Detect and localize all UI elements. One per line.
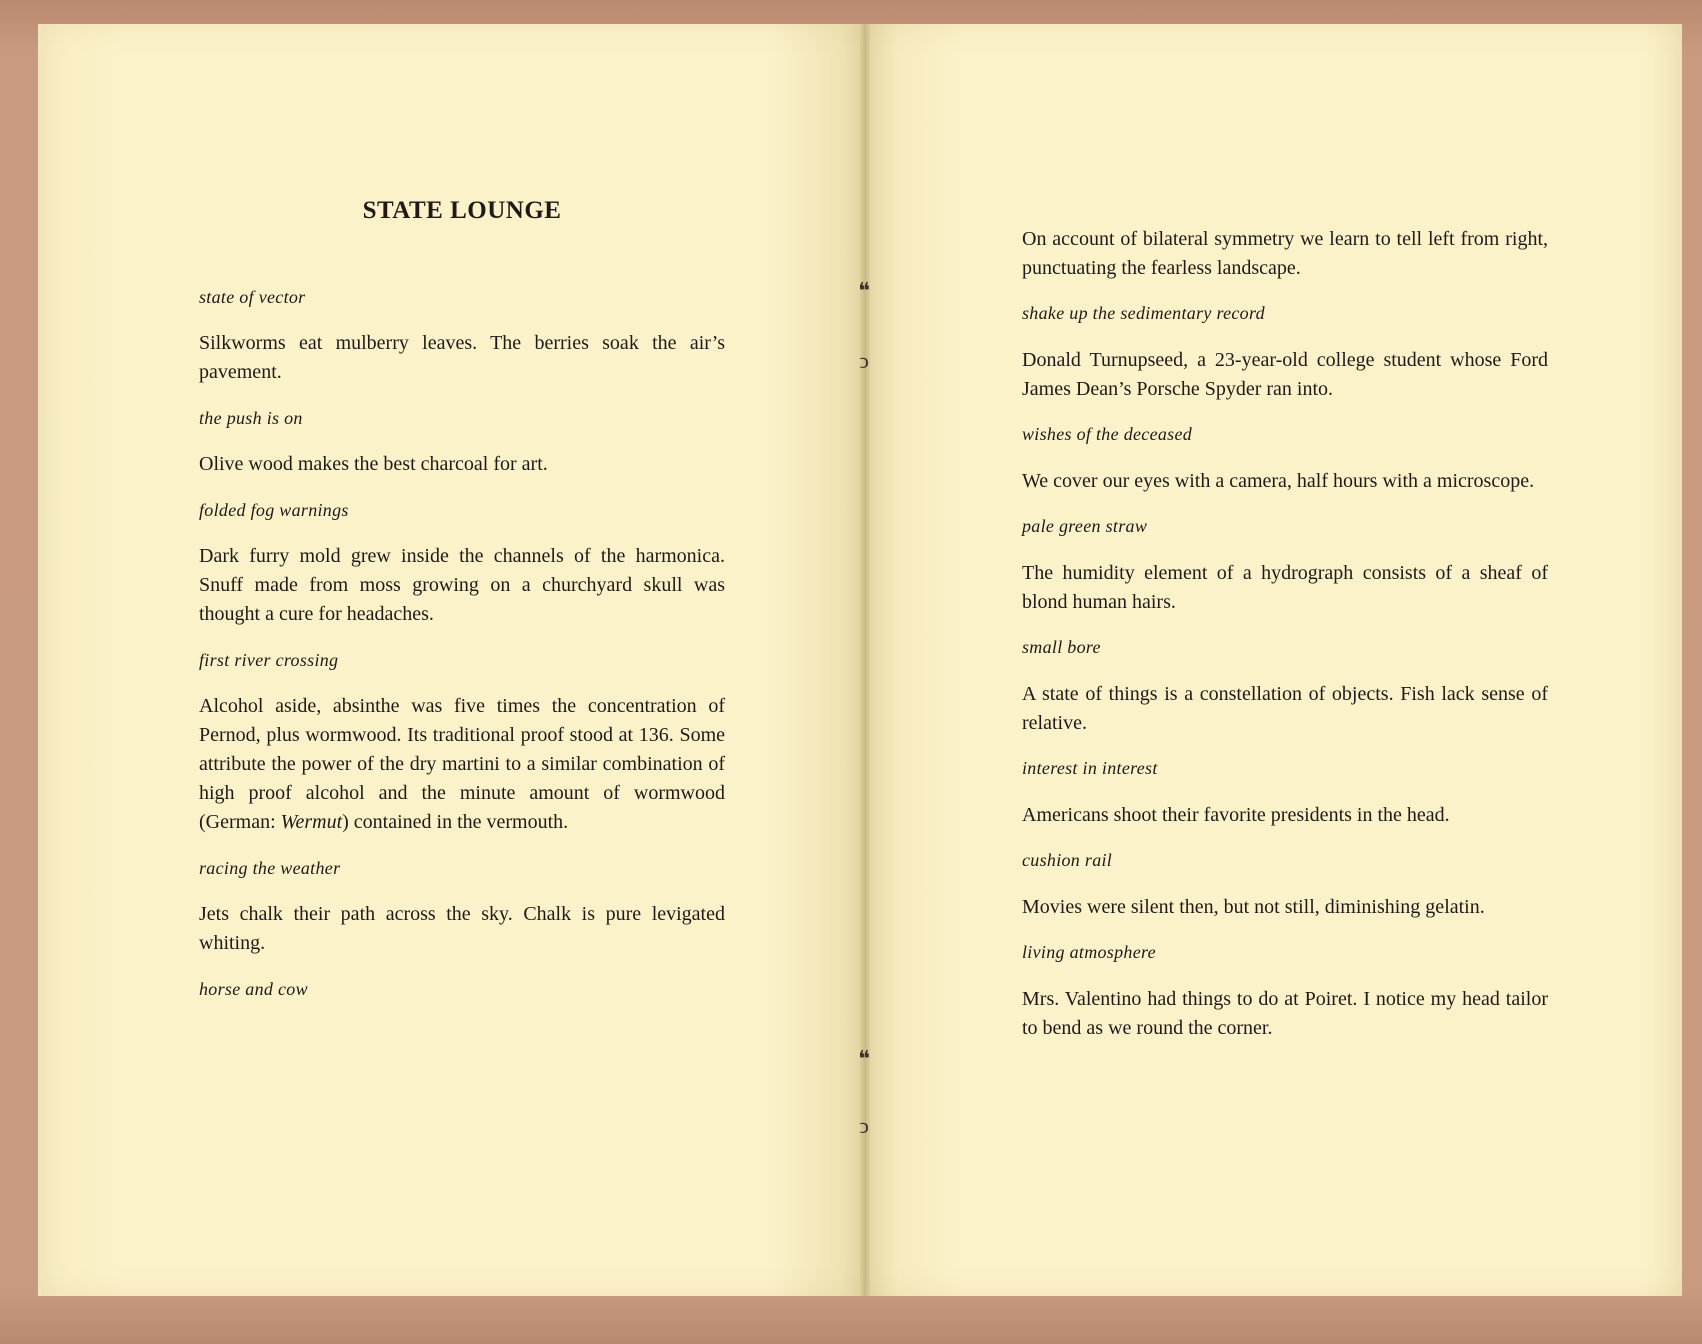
entry-heading: interest in interest xyxy=(1022,758,1158,778)
entry-heading: shake up the sedimentary record xyxy=(1022,303,1265,323)
entry-heading: small bore xyxy=(1022,637,1101,657)
entry-text: A state of things is a constellation of objects. Fish lack sense of relative. xyxy=(1022,683,1548,734)
binding-stitch: ↄ xyxy=(859,348,869,373)
left-page-column xyxy=(199,195,725,1021)
entry-heading: horse and cow xyxy=(199,979,308,999)
binding-stitch: ❝ xyxy=(858,278,870,303)
entry-text: The humidity element of a hydrograph consists of a sheaf of blond human hairs. xyxy=(1022,562,1548,613)
entry-text-italic: Wermut xyxy=(280,811,343,833)
entry-text-part: ) contained in the vermouth. xyxy=(342,811,569,833)
book-gutter xyxy=(860,24,870,1296)
entry-text: Mrs. Valentino had things to do at Poiret. I notice my head tailor to bend as we round the corner. xyxy=(1022,988,1548,1039)
entry-text xyxy=(199,692,725,837)
entry-text: Dark furry mold grew inside the channels of the harmonica. Snuff made from moss growing on a churchyard skull was thought a cure for headaches. xyxy=(199,545,725,625)
entry-text: Movies were silent then, but not still, diminishing gelatin. xyxy=(1022,896,1485,918)
entry-heading: wishes of the deceased xyxy=(1022,424,1193,444)
entry-text: Silkworms eat mulberry leaves. The berries soak the air’s pavement. xyxy=(199,332,725,383)
entry-heading: first river crossing xyxy=(199,650,339,670)
entry-text: We cover our eyes with a camera, half hours with a microscope. xyxy=(1022,470,1535,492)
entry-heading: living atmosphere xyxy=(1022,942,1156,962)
right-page-column xyxy=(1022,225,1548,1061)
entry-heading: the push is on xyxy=(199,408,303,428)
entry-text: Jets chalk their path across the sky. Chalk is pure levigated whiting. xyxy=(199,903,725,954)
entry-heading: racing the weather xyxy=(199,858,341,878)
page-title: STATE LOUNGE xyxy=(362,197,562,224)
entry-heading: state of vector xyxy=(199,287,306,307)
entry-text: Donald Turnupseed, a 23-year-old college student whose Ford James Dean’s Porsche Spyder ran into. xyxy=(1022,349,1548,400)
binding-stitch: ❝ xyxy=(858,1046,870,1071)
entry-text-part: Alcohol aside, absinthe was five times the concentration of Pernod, plus wormwood. Its traditional proof stood at 136. Some attribute the power of the dry martini to a similar combination of high proof alcohol and the minute amount of wormwood (German: xyxy=(199,695,725,833)
entry-text: Americans shoot their favorite presidents in the head. xyxy=(1022,804,1450,826)
entry-heading: folded fog warnings xyxy=(199,500,349,520)
entry-heading: pale green straw xyxy=(1022,516,1148,536)
binding-stitch: ↄ xyxy=(859,1113,869,1138)
entry-text: Olive wood makes the best charcoal for art. xyxy=(199,453,548,475)
entry-text: On account of bilateral symmetry we learn to tell left from right, punctuating the fearless landscape. xyxy=(1022,228,1548,279)
entry-heading: cushion rail xyxy=(1022,850,1113,870)
